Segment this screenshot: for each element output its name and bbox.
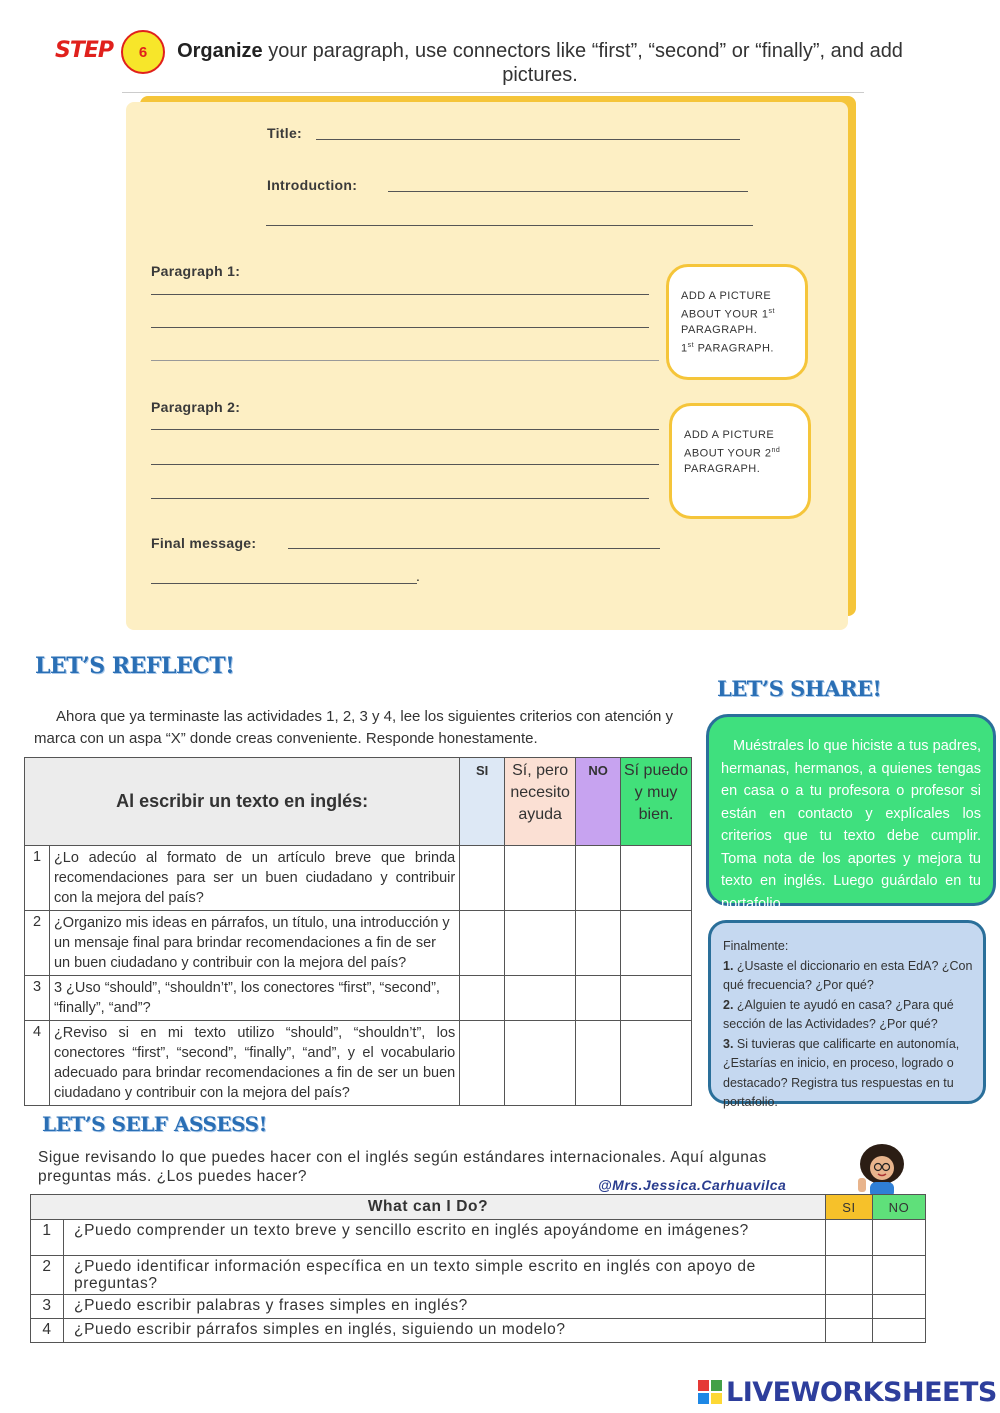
check-cell[interactable] [826,1220,873,1256]
final-message-line-1[interactable] [288,548,660,549]
author-handle: @Mrs.Jessica.Carhuavilca [598,1177,787,1193]
table-row [31,1319,926,1343]
row-question: ¿Puedo identificar información específica en un texto simple escrito en inglés con apoyo de preguntas? [64,1256,826,1295]
paragraph2-line-1[interactable] [151,429,659,430]
check-cell[interactable] [826,1319,873,1343]
final-item-3: 3. Si tuvieras que calificarte en autonomía, ¿Estarías en inicio, en proceso, logrado o destacado? Registra tus respuestas en tu portafolio. [723,1036,960,1109]
check-cell[interactable] [460,1021,505,1106]
check-cell[interactable] [576,911,621,976]
row-number: 2 [25,911,50,976]
reflect-table [24,757,692,1106]
share-box [706,714,996,912]
final-item-2: 2. ¿Alguien te ayudó en casa? ¿Para qué sección de las Actividades? ¿Por qué? [723,997,954,1031]
table-row [25,976,692,1021]
row-number: 2 [31,1256,64,1295]
intro-line-1[interactable] [388,191,748,192]
pic2-line-3: PARAGRAPH. [684,462,761,475]
pic1-line-3: PARAGRAPH. [681,323,758,336]
step-instruction [175,39,905,87]
check-cell[interactable] [873,1256,926,1295]
paragraph1-line-2[interactable] [151,327,649,328]
row-number: 4 [31,1319,64,1343]
col-header-muy-bien: Sí puedo y muy bien. [621,758,692,846]
divider [122,92,864,93]
check-cell[interactable] [873,1295,926,1319]
share-text: Muéstrales lo que hiciste a tus padres, hermanas, hermanos, a quienes tengas en casa o a tu profesora o profesor si están en contacto y explícales los criterios que tu texto debe cumplir. Toma nota de los aportes y mejora tu texto en inglés. Luego guárdalo en tu portafolio. [721,738,981,912]
teacher-avatar-icon [838,1142,914,1198]
check-cell[interactable] [873,1319,926,1343]
check-cell[interactable] [460,976,505,1021]
intro-line-2[interactable] [266,225,753,226]
check-cell[interactable] [576,976,621,1021]
check-cell[interactable] [505,911,576,976]
check-cell[interactable] [460,911,505,976]
final-message-label: Final message: [151,535,257,551]
check-cell[interactable] [826,1295,873,1319]
table-row [31,1256,926,1295]
step-instruction-bold: Organize [177,40,263,62]
paragraph2-line-2[interactable] [151,464,659,465]
pic1-line-1: ADD A PICTURE [681,290,772,302]
picture-box-1[interactable] [666,264,808,380]
check-cell[interactable] [826,1256,873,1295]
assess-intro: Sigue revisando lo que puedes hacer con el inglés según estándares internacionales. Aquí algunas preguntas más. ¿Los puedes hacer? [38,1149,767,1185]
paragraph2-label: Paragraph 2: [151,399,241,415]
assess-col-no: NO [873,1195,926,1220]
table-row [25,846,692,911]
picture-box-2[interactable] [669,403,811,519]
brand-name: LIVEWORKSHEETS [726,1377,997,1408]
row-number: 3 [25,976,50,1021]
paragraph2-line-3[interactable] [151,498,649,499]
col-header-no: NO [576,758,621,846]
row-question: ¿Puedo escribir párrafos simples en inglés, siguiendo un modelo? [64,1319,826,1343]
final-questions-box [708,920,986,1109]
check-cell[interactable] [576,846,621,911]
check-cell[interactable] [505,846,576,911]
row-question: ¿Puedo escribir palabras y frases simples en inglés? [64,1295,826,1319]
assess-table-title: What can I Do? [31,1195,826,1220]
final-title: Finalmente: [723,939,789,953]
check-cell[interactable] [621,911,692,976]
check-cell[interactable] [505,976,576,1021]
reflect-intro: Ahora que ya terminaste las actividades 1, 2, 3 y 4, lee los siguientes criterios con atención y marca con un aspa “X” donde creas conveniente. Responde honestamente. [34,708,673,747]
table-row [31,1295,926,1319]
row-criterion: ¿Reviso si en mi texto utilizo “should”, “shouldn’t”, los conectores “first”, “second”, “finally”, “and”, y el vocabulario adecuado para brindar recomendaciones a fin de ser un buen ciudadano y contribuir con la mejora del país? [49,1021,459,1106]
row-criterion: 3 ¿Uso “should”, “shouldn’t”, los conectores “first”, “second”, “finally”, “and”? [49,976,459,1021]
paragraph1-line-1[interactable] [151,294,649,295]
pic1-line-4: 1st PARAGRAPH. [681,341,774,355]
intro-label: Introduction: [267,177,358,193]
reflect-heading: LET’S REFLECT! [35,653,235,679]
share-heading: LET’S SHARE! [717,676,882,701]
table-row [31,1220,926,1256]
title-line[interactable] [316,139,740,140]
check-cell[interactable] [505,1021,576,1106]
paragraph1-line-3[interactable] [151,360,659,361]
check-cell[interactable] [460,846,505,911]
col-header-si: SI [460,758,505,846]
assess-table [30,1194,926,1343]
check-cell[interactable] [621,1021,692,1106]
col-header-si-ayuda: Sí, pero necesito ayuda [505,758,576,846]
paragraph1-label: Paragraph 1: [151,263,241,279]
row-number: 1 [31,1220,64,1256]
assess-heading: LET’S SELF ASSESS! [42,1112,267,1136]
check-cell[interactable] [873,1220,926,1256]
table-row [25,1021,692,1106]
check-cell[interactable] [621,976,692,1021]
assess-col-si: SI [826,1195,873,1220]
pic2-line-2: ABOUT YOUR 2nd [684,447,781,460]
pic1-line-2: ABOUT YOUR 1st [681,308,775,321]
liveworksheets-logo-icon [698,1380,722,1404]
title-label: Title: [267,125,302,141]
row-number: 4 [25,1021,50,1106]
row-criterion: ¿Organizo mis ideas en párrafos, un título, una introducción y un mensaje final para brindar recomendaciones a fin de ser un buen ciudadano y contribuir con la mejora del país? [49,911,459,976]
check-cell[interactable] [621,846,692,911]
row-criterion: ¿Lo adecúo al formato de un artículo breve que brinda recomendaciones para ser un buen ciudadano y contribuir con la mejora del país? [49,846,459,911]
check-cell[interactable] [576,1021,621,1106]
reflect-table-title: Al escribir un texto en inglés: [25,758,460,846]
row-number: 3 [31,1295,64,1319]
row-question: ¿Puedo comprender un texto breve y sencillo escrito en inglés apoyándome en imágenes? [64,1220,826,1256]
final-message-line-2[interactable] [151,583,417,584]
final-message-period: . [416,568,420,584]
step-instruction-rest: your paragraph, use connectors like “first”, “second” or “finally”, and add pictures. [262,40,903,86]
final-item-1: 1. ¿Usaste el diccionario en esta EdA? ¿Con qué frecuencia? ¿Por qué? [723,958,973,992]
table-row [25,911,692,976]
pic2-line-1: ADD A PICTURE [684,429,775,441]
row-number: 1 [25,846,50,911]
step-label: STEP [55,38,114,63]
step-number-badge: 6 [121,30,165,74]
